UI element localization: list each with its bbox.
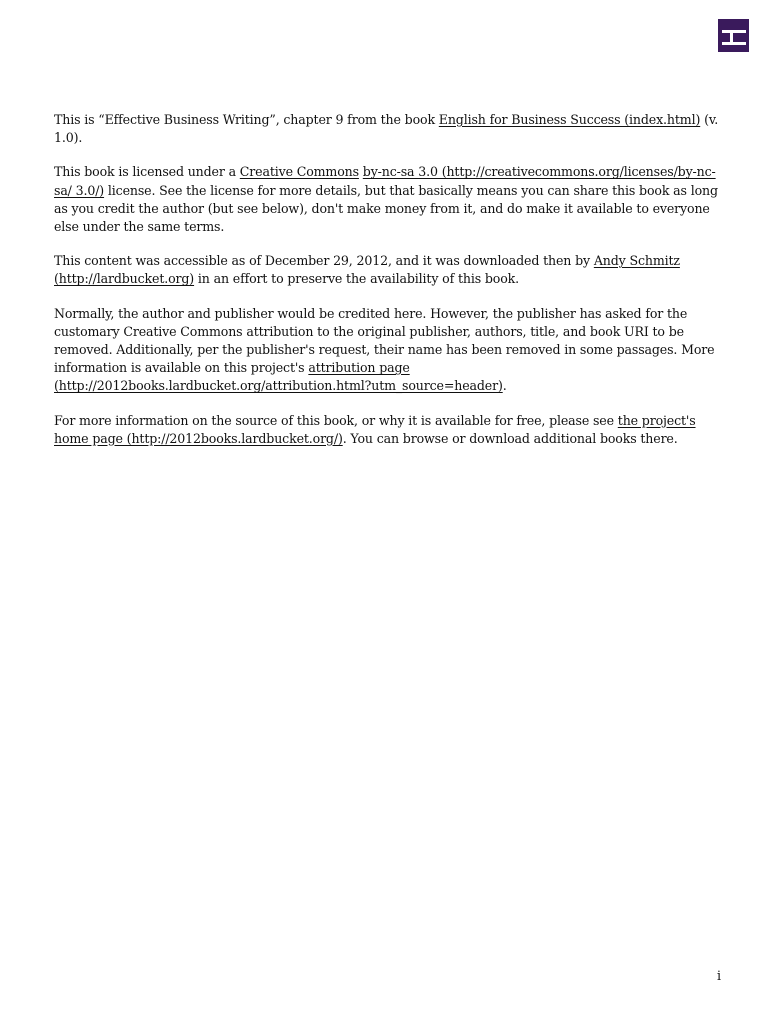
text: This content was accessible as of December 29, 2012, and it was downloaded then by [54,253,594,269]
license-notice [54,111,722,464]
text: in an effort to preserve the availability of this book. [194,271,519,287]
text: license. See the license for more details, but that basically means you can share this book as long as you credit the author (but see below), don't make money from it, and do make it available to everyone else under the same terms. [54,182,718,235]
license-link[interactable]: by-nc-sa 3.0 (http://creativecommons.org/licenses/by-nc-sa/ 3.0/) [54,164,716,198]
text: (v. 1.0). [54,112,719,146]
text: . You can browse or download additional books there. [342,430,678,446]
book-index-link[interactable]: English for Business Success (index.html) [438,112,701,127]
text: For more information on the source of this book, or why it is available for free, please see [54,412,618,428]
text: . [502,378,507,394]
paragraph-more-info [54,412,722,448]
creative-commons-link[interactable]: Creative Commons [239,164,359,180]
page-number: i [717,968,722,983]
text: Normally, the author and publisher would be credited here. However, the publisher has asked for the customary Creative Commons attribution to the original publisher, authors, title, and book URI to be removed. Additionally, per the publisher's request, their name has been removed in some passages. More information is available on this project's [54,305,715,376]
lardbucket-logo-icon [718,19,749,52]
paragraph-source [54,111,722,147]
paragraph-attribution [54,305,722,396]
andy-schmitz-link[interactable]: Andy Schmitz (http://lardbucket.org) [54,253,680,287]
paragraph-download [54,252,722,288]
project-home-link[interactable]: the project's home page (http://2012books.lardbucket.org/) [54,412,696,446]
logo-glyph [718,19,749,52]
text: This book is licensed under a [54,164,240,180]
attribution-page-link[interactable]: attribution page (http://2012books.lardbucket.org/attribution.html?utm_source=header) [54,360,503,394]
text: This is “Effective Business Writing”, chapter 9 from the book [54,112,439,127]
paragraph-license [54,163,722,236]
